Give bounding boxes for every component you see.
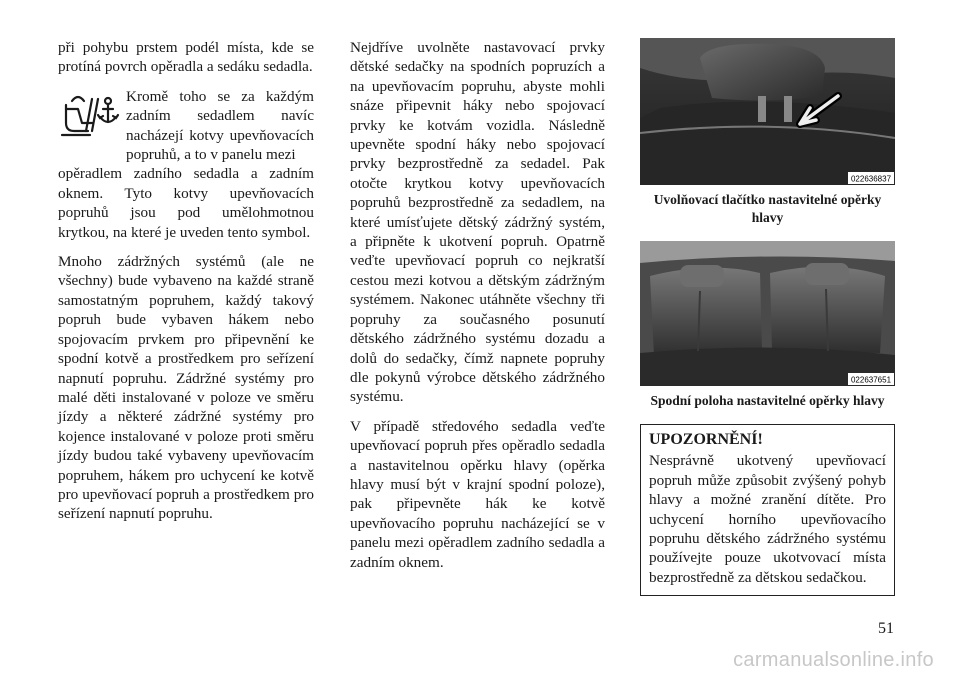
paragraph: V případě středového sedadla veďte upevňovací popruh přes opěradlo sedadla a nastavitelnou opěrku hlavy (opěrka hlavy musí být v krajní spodní poloze), pak připevněte hák ke kotvě upevňovacího popruhu nacházející se v panelu mezi opěradlem zadního sedadla a zadním oknem. bbox=[350, 417, 605, 571]
tether-anchor-icon bbox=[58, 87, 124, 155]
figure-column bbox=[640, 38, 895, 596]
paragraph: Nejdříve uvolněte nastavovací prvky dětské sedačky na spodních popruzích a na upevňovacím popruhu, abyste mohli snáze připevnit háky nebo spojovací prvky ke kotvám vozidla. Následně upevněte spodní háky nebo spojovací prvky bezprostředně za sedadel. Pak otočte krytkou kotvy upevňovacích popruhů bezprostředně za sedadlem, na které umísťujete dětský zádržný systém, a připněte k ukotvení popruh. Opatrně veďte upevňovací popruh co nejkratší cestou mezi kotvou a dětským zádržným systémem. Nakonec utáhněte všechny tři popruhy za současného posunutí dětského zádržného systému dozadu a dolů do sedačky, čímž napnete popruhy dle pokynů výrobce dětského zádržného systému. bbox=[350, 39, 605, 406]
figure-code: 022637651 bbox=[850, 375, 892, 385]
headrest-lower-position-photo bbox=[640, 241, 895, 386]
headrest-release-photo bbox=[640, 38, 895, 185]
warning-box bbox=[640, 424, 895, 596]
warning-title: UPOZORNĚNÍ! bbox=[649, 431, 763, 448]
paragraph: při pohybu prstem podél místa, kde se protíná povrch opěradla a sedáku sedadla. bbox=[58, 39, 314, 76]
symbol-paragraph-lead: Kromě toho se za každým zadním sedadlem navíc nacházejí kotvy upevňovacích popruhů, a to v panelu mezi bbox=[126, 87, 314, 164]
figure-caption: Spodní poloha nastavitelné opěrky hlavy bbox=[650, 393, 885, 408]
warning-body: Nesprávně ukotvený upevňovací popruh může způsobit zvýšený pohyb hlavy a možné zranění dítěte. Pro uchycení horního upevňovacího popruhu dětského zádržného systému používejte pouze ukotvovací místa bezprostředně za dětskou sedačkou. bbox=[649, 452, 886, 586]
figure-caption: Uvolňovací tlačítko nastavitelné opěrky hlavy bbox=[653, 192, 882, 225]
paragraph: opěradlem zadního sedadla a zadním oknem. Tyto kotvy upevňovacích popruhů jsou pod umělohmotnou krytkou, na které je uveden tento symbol. bbox=[58, 165, 314, 241]
footer-watermark: carmanualsonline.info bbox=[733, 649, 934, 671]
symbol-paragraph bbox=[58, 87, 314, 165]
figure-code: 022636837 bbox=[850, 174, 892, 184]
text-column-1 bbox=[58, 38, 314, 534]
page-number: 51 bbox=[878, 620, 894, 637]
text-column-2 bbox=[350, 38, 605, 582]
paragraph: Mnoho zádržných systémů (ale ne všechny) bude vybaveno na každé straně samostatným popruhem, každý takový popruh bude vybaven hákem nebo spojovacím prvkem pro připevnění ke spodní kotvě a prostředkem pro seřízení napnutí popruhu. Zádržné systémy pro malé děti instalované v poloze ve směru jízdy a některé zádržné systémy pro kojence instalované v poloze proti směru jízdy budou také vybaveny upevňovacím popruhem, hákem pro uchycení ke kotvě pro upevňovací popruh a prostředkem pro seřízení napnutí popruhu. bbox=[58, 253, 314, 523]
